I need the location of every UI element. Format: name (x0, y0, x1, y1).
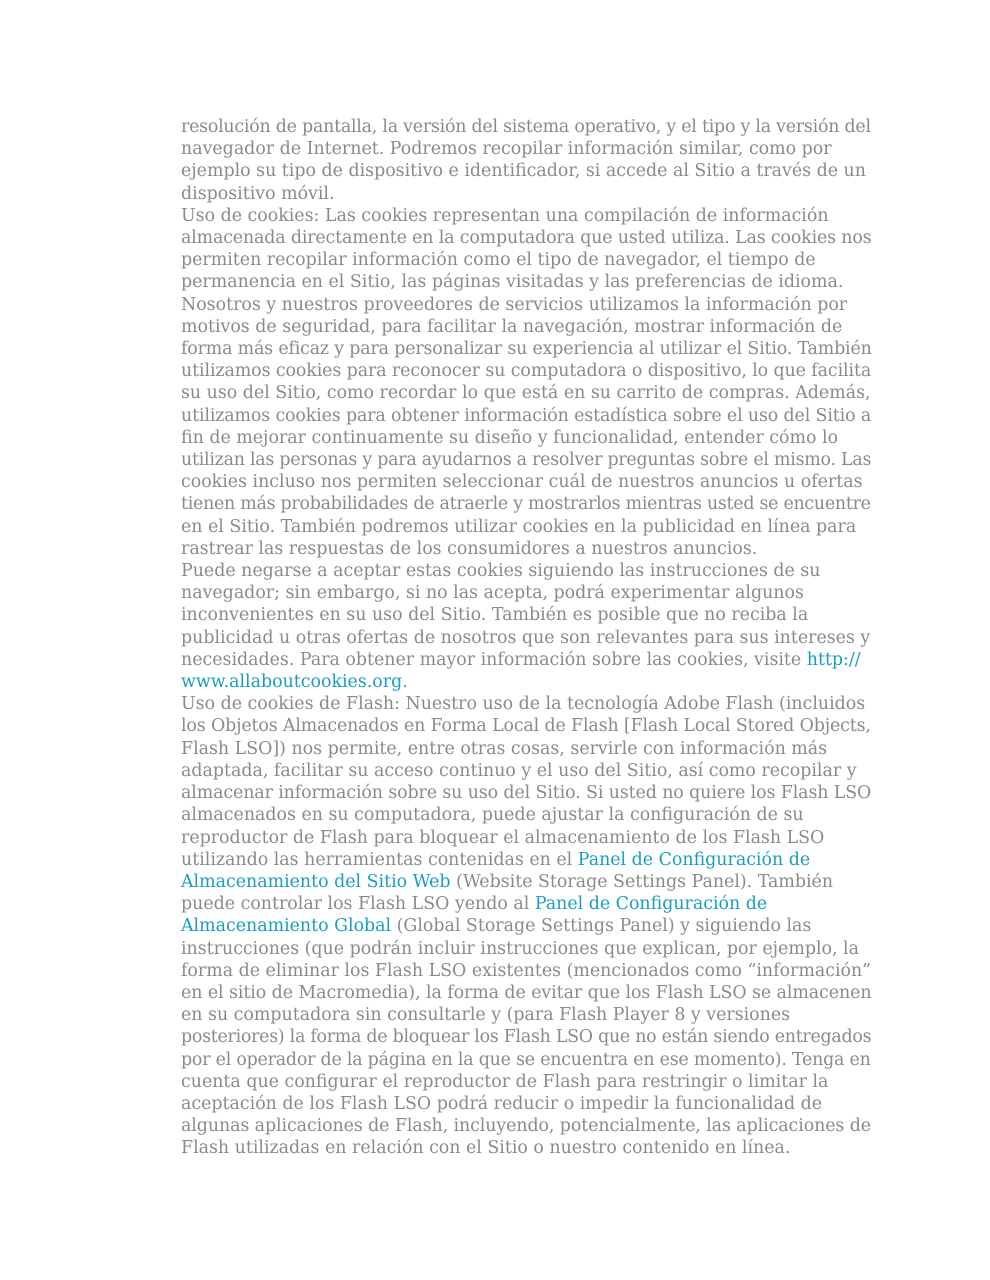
text-fragment: (Website Storage Settings Panel). También (450, 871, 834, 892)
text-line: por el operador de la página en la que se encuentra en ese momento). Tenga en (181, 1049, 871, 1070)
website-storage-settings-link-continued[interactable]: Almacenamiento del Sitio Web (181, 871, 451, 892)
global-storage-settings-link[interactable]: Panel de Configuración de (534, 894, 768, 915)
text-line: posteriores) la forma de bloquear los Flash LSO que no están siendo entregados (181, 1027, 872, 1048)
text-line: fin de mejorar continuamente su diseño y funcionalidad, entender cómo lo (181, 427, 839, 448)
text-fragment: . (402, 672, 408, 693)
text-line: forma más eficaz y para personalizar su experiencia al utilizar el Sitio. También (181, 339, 872, 360)
text-line: dispositivo móvil. (181, 183, 335, 204)
text-line: Uso de cookies de Flash: Nuestro uso de la tecnología Adobe Flash (incluidos (181, 694, 866, 715)
text-line: utilizan las personas y para ayudarnos a resolver preguntas sobre el mismo. Las (181, 450, 872, 471)
document-body (181, 116, 871, 1160)
text-line: forma de eliminar los Flash LSO existentes (mencionados como “información” (181, 960, 872, 981)
text-line: instrucciones (que podrán incluir instrucciones que explican, por ejemplo, la (181, 938, 859, 959)
text-line (181, 849, 871, 871)
text-line: en el Sitio. También podremos utilizar cookies en la publicidad en línea para (181, 516, 857, 537)
text-line: resolución de pantalla, la versión del sistema operativo, y el tipo y la versión del (181, 117, 871, 137)
text-line: Puede negarse a aceptar estas cookies siguiendo las instrucciones de su (181, 561, 821, 582)
text-line: permanencia en el Sitio, las páginas visitadas y las preferencias de idioma. (181, 272, 844, 293)
text-line: su uso del Sitio, como recordar lo que está en su carrito de compras. Además, (181, 383, 871, 404)
text-line: ejemplo su tipo de dispositivo e identificador, si accede al Sitio a través de un (181, 161, 866, 182)
text-line: adaptada, facilitar su acceso continuo y el uso del Sitio, así como recopilar y (181, 760, 857, 781)
text-line: navegador de Internet. Podremos recopilar información similar, como por (181, 139, 832, 160)
text-line: Flash utilizadas en relación con el Sitio o nuestro contenido en línea. (181, 1138, 791, 1159)
text-line: los Objetos Almacenados en Forma Local de Flash [Flash Local Stored Objects, (181, 716, 871, 737)
global-storage-settings-link-continued[interactable]: Almacenamiento Global (181, 916, 392, 937)
website-storage-settings-link[interactable]: Panel de Configuración de (577, 849, 811, 870)
text-line: almacenados en su computadora, puede ajustar la configuración de su (181, 805, 804, 826)
text-line: almacenada directamente en la computadora que usted utiliza. Las cookies nos (181, 228, 872, 249)
allaboutcookies-link[interactable]: http:// (806, 649, 861, 670)
text-line: algunas aplicaciones de Flash, incluyendo, potencialmente, las aplicaciones de (181, 1116, 871, 1137)
text-line: inconvenientes en su uso del Sitio. También es posible que no reciba la (181, 605, 809, 626)
text-line: Nosotros y nuestros proveedores de servicios utilizamos la información por (181, 294, 848, 315)
text-fragment: necesidades. Para obtener mayor información sobre las cookies, visite (181, 649, 807, 670)
text-line (181, 893, 871, 915)
text-line: Uso de cookies: Las cookies representan una compilación de información (181, 205, 829, 226)
text-line: reproductor de Flash para bloquear el almacenamiento de los Flash LSO (181, 827, 825, 848)
text-line (181, 649, 871, 671)
text-line: Flash LSO]) nos permite, entre otras cosas, servirle con información más (181, 738, 828, 759)
text-line: permiten recopilar información como el tipo de navegador, el tiempo de (181, 250, 816, 271)
text-line: en el sitio de Macromedia), la forma de evitar que los Flash LSO se almacenen (181, 982, 872, 1003)
text-line: publicidad u otras ofertas de nosotros que son relevantes para sus intereses y (181, 627, 871, 648)
text-line: aceptación de los Flash LSO podrá reducir o impedir la funcionalidad de (181, 1093, 823, 1114)
text-line (181, 671, 871, 693)
text-line: en su computadora sin consultarle y (para Flash Player 8 y versiones (181, 1005, 791, 1026)
text-line: cookies incluso nos permiten seleccionar cuál de nuestros anuncios u ofertas (181, 472, 863, 493)
text-fragment: utilizando las herramientas contenidas en el (181, 849, 578, 870)
allaboutcookies-link-continued[interactable]: www.allaboutcookies.org (181, 672, 403, 693)
text-fragment: puede controlar los Flash LSO yendo al (181, 894, 535, 915)
text-fragment: (Global Storage Settings Panel) y siguiendo las (391, 916, 812, 937)
text-line: utilizamos cookies para obtener información estadística sobre el uso del Sitio a (181, 405, 872, 426)
text-line (181, 915, 871, 937)
text-line: almacenar información sobre su uso del Sitio. Si usted no quiere los Flash LSO (181, 783, 872, 804)
text-line: cuenta que configurar el reproductor de Flash para restringir o limitar la (181, 1071, 829, 1092)
text-line: tienen más probabilidades de atraerle y mostrarlos mientras usted se encuentre (181, 494, 871, 515)
text-line: motivos de seguridad, para facilitar la navegación, mostrar información de (181, 316, 843, 337)
text-line: navegador; sin embargo, si no las acepta, podrá experimentar algunos (181, 583, 804, 604)
text-line (181, 871, 871, 893)
text-line: utilizamos cookies para reconocer su computadora o dispositivo, lo que facilita (181, 361, 872, 382)
text-line: rastrear las respuestas de los consumidores a nuestros anuncios. (181, 538, 758, 559)
